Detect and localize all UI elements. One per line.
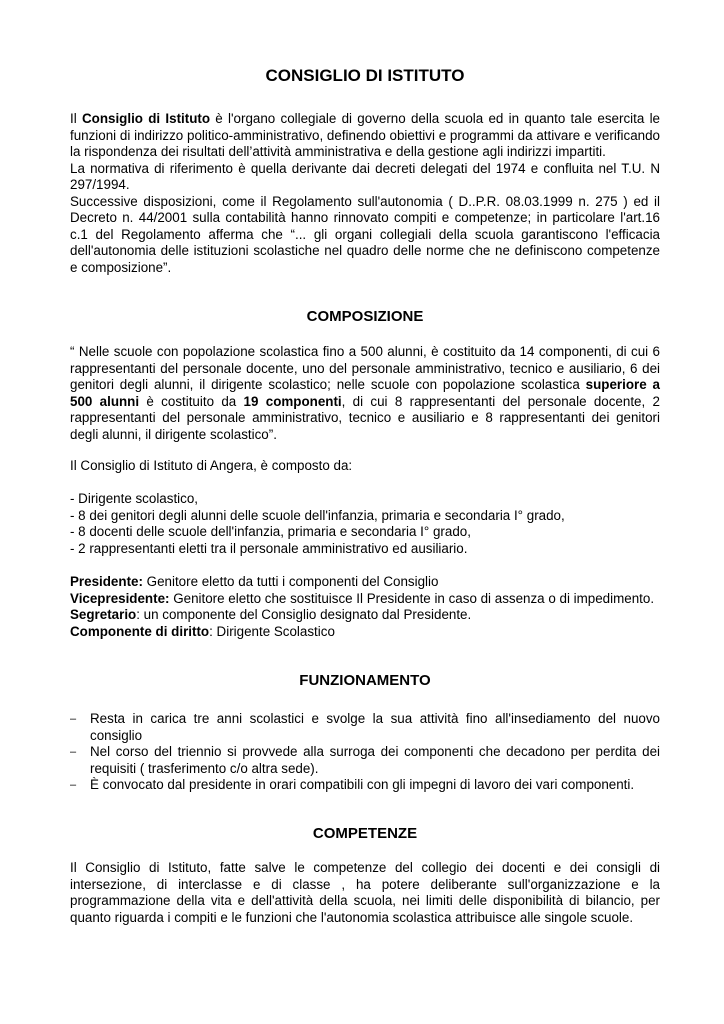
competenze-paragraph: Il Consiglio di Istituto, fatte salve le competenze del collegio dei docenti e dei consigli di intersezione, di interclasse e di classe , ha potere deliberante sull'organizzazione e la programmazione della vita e dell'attività della scuola, nei limiti delle disponibilità di bilancio, per quanto riguarda i compiti e le funzioni che l'autonomia scolastica attribuisce alle singole scuole. (70, 860, 660, 925)
list-item: - 8 docenti delle scuole dell'infanzia, primaria e secondaria I° grado, (70, 524, 471, 539)
role-vicepresident: Vicepresidente: Genitore eletto che sostituisce Il Presidente in caso di assenza o di impedimento. (70, 590, 655, 606)
roles-list (70, 574, 660, 640)
intro-section (70, 111, 660, 276)
dash-bullet-icon: – (70, 713, 77, 725)
list-item: - Dirigente scolastico, (70, 491, 199, 506)
intro-paragraph-2: La normativa di riferimento è quella derivante dai decreti delegati del 1974 e confluita nel T.U. N 297/1994. (70, 160, 660, 192)
page-title: CONSIGLIO DI ISTITUTO (265, 66, 465, 85)
list-item: – Resta in carica tre anni scolastici e svolge la sua attività fino all'insediamento del nuovo consiglio (70, 711, 660, 743)
dash-bullet-icon: – (70, 746, 77, 758)
list-item: – Nel corso del triennio si provvede alla surroga dei componenti che decadono per perdita dei requisiti ( trasferimento c/o altra sede). (70, 744, 660, 776)
role-president: Presidente: Genitore eletto da tutti i componenti del Consiglio (70, 574, 439, 589)
dash-bullet-icon: – (70, 779, 77, 791)
role-ex-officio: Componente di diritto: Dirigente Scolastico (70, 623, 335, 639)
intro-paragraph-3: Successive disposizioni, come il Regolamento sull'autonomia ( D..P.R. 08.03.1999 n. 275 ) ed il Decreto n. 44/2001 sulla contabilità hanno rinnovato compiti e competenze; in particolare l'art.16 c.1 del Regolamento afferma che “... gli organi collegiali della scuola garantiscono l'efficacia dell'autonomia delle istituzioni scolastiche nel quadro delle norme che ne definiscono competenze e composizione”. (70, 193, 660, 275)
composizione-heading: COMPOSIZIONE (306, 308, 424, 325)
intro-paragraph-1: Il Consiglio di Istituto è l'organo collegiale di governo della scuola ed in quanto tale esercita le funzioni di indirizzo politico-amministrativo, definendo obiettivi e programmi da attivare e verificando la rispondenza dei risultati dell’attività amministrativa e della gestione agli indirizzi impartiti. (70, 111, 660, 159)
competenze-heading: COMPETENZE (312, 825, 418, 842)
composizione-quote: “ Nelle scuole con popolazione scolastica fino a 500 alunni, è costituito da 14 componenti, di cui 6 rappresentanti del personale docente, uno del personale amministrativo, tecnico e ausiliario, 6 dei genitori degli alunni, il dirigente scolastico; nelle scuole con popolazione scolastica superiore a 500 alunni è costituito da 19 componenti, di cui 8 rappresentanti del personale docente, 2 rappresentanti del personale amministrativo, tecnico e ausiliario e 8 rappresentanti dei genitori degli alunni, il dirigente scolastico”. (70, 344, 660, 442)
intro-bold-term: Consiglio di Istituto (81, 111, 211, 126)
funzionamento-list (70, 711, 660, 794)
angera-intro: Il Consiglio di Istituto di Angera, è composto da: (70, 458, 353, 473)
list-item: - 2 rappresentanti eletti tra il personale amministrativo ed ausiliario. (70, 540, 468, 556)
list-item: – È convocato dal presidente in orari compatibili con gli impegni di lavoro dei vari componenti. (70, 777, 635, 792)
list-item: - 8 dei genitori degli alunni delle scuole dell'infanzia, primaria e secondaria I° grado, (70, 507, 565, 523)
members-list (70, 491, 660, 557)
funzionamento-heading: FUNZIONAMENTO (299, 672, 431, 689)
role-secretary: Segretario: un componente del Consiglio designato dal Presidente. (70, 607, 472, 622)
